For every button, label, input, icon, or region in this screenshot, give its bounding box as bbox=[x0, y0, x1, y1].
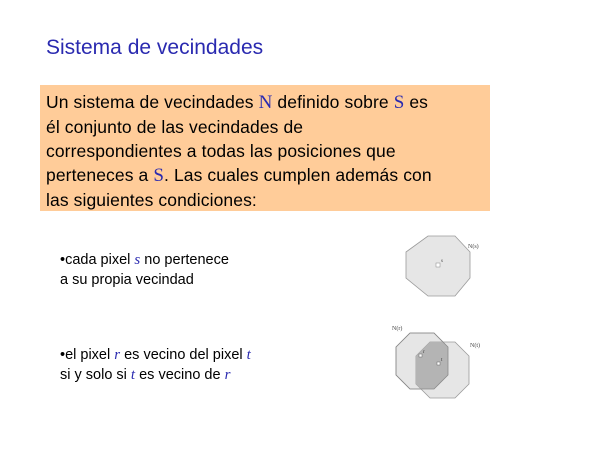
definition-box bbox=[40, 85, 490, 211]
definition-line-5: las siguientes condiciones: bbox=[46, 190, 257, 210]
pixel-r-marker bbox=[419, 354, 422, 357]
symbol-N: N bbox=[258, 92, 273, 113]
definition-text: definido sobre bbox=[272, 92, 394, 112]
condition-text: •el pixel bbox=[60, 347, 115, 363]
condition-text: es vecino de bbox=[135, 367, 225, 383]
condition-text: no pertenece bbox=[140, 252, 229, 268]
definition-text: es bbox=[404, 92, 429, 112]
condition-1-line-1 bbox=[60, 250, 229, 270]
condition-text: es vecino del pixel bbox=[120, 347, 247, 363]
condition-2-line-1 bbox=[60, 345, 251, 365]
slide-title: Sistema de vecindades bbox=[46, 36, 264, 59]
neighborhood-label: N(s) bbox=[468, 244, 479, 250]
overlapping-neighborhoods-figure bbox=[382, 320, 492, 405]
definition-text: perteneces a bbox=[46, 165, 154, 185]
pixel-s-marker bbox=[436, 263, 440, 267]
definition-text: Un sistema de vecindades bbox=[46, 92, 259, 112]
condition-text: si y solo si bbox=[60, 367, 131, 383]
pixel-r-label: r bbox=[423, 350, 425, 355]
definition-line-3: correspondientes a todas las posiciones que bbox=[46, 141, 396, 161]
variable-s: s bbox=[134, 252, 141, 268]
condition-1-line-2: a su propia vecindad bbox=[60, 272, 194, 288]
condition-text: •cada pixel bbox=[60, 252, 135, 268]
definition-line-2: él conjunto de las vecindades de bbox=[46, 117, 304, 137]
definition-text: . Las cuales cumplen además con bbox=[164, 165, 432, 185]
neighborhood-r-label: N(r) bbox=[392, 326, 403, 332]
symbol-S: S bbox=[393, 92, 405, 113]
pixel-s-label: s bbox=[441, 259, 443, 264]
variable-r: r bbox=[224, 367, 231, 383]
neighborhood-figure bbox=[398, 232, 498, 312]
neighborhood-t-label: N(t) bbox=[470, 343, 480, 349]
symbol-S: S bbox=[153, 165, 165, 186]
condition-2-line-2 bbox=[60, 365, 251, 385]
pixel-t-marker bbox=[437, 362, 440, 365]
pixel-t-label: t bbox=[441, 358, 443, 363]
variable-t: t bbox=[246, 347, 251, 363]
condition-2 bbox=[60, 345, 251, 385]
condition-1 bbox=[60, 250, 229, 290]
variable-t: t bbox=[130, 367, 136, 383]
definition-line-1 bbox=[46, 90, 484, 115]
variable-r: r bbox=[114, 347, 121, 363]
definition-line-4 bbox=[46, 163, 484, 188]
